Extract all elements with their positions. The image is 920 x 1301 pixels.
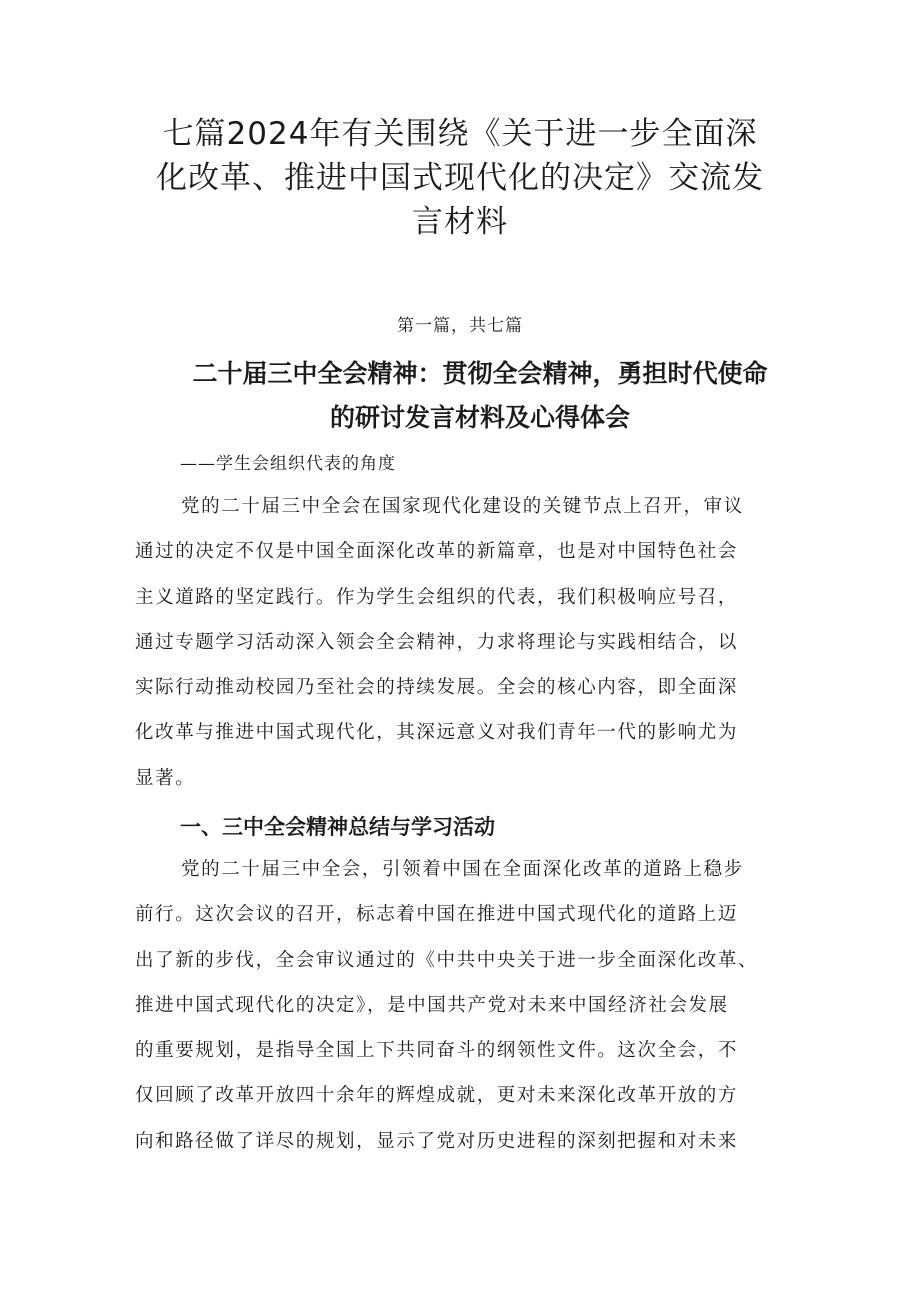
article-title (160, 352, 800, 440)
paragraph-line: 出了新的步伐，全会审议通过的《中共中央关于进一步全面深化改革、 (135, 949, 759, 971)
document-title-line: 言材料 (412, 204, 508, 240)
paragraph-line: 化改革与推进中国式现代化，其深远意义对我们青年一代的影响尤为 (135, 722, 739, 744)
paragraph-line: 主义道路的坚定践行。作为学生会组织的代表，我们积极响应号召， (135, 586, 739, 608)
paragraph-line: 党的二十届三中全会，引领着中国在全面深化改革的道路上稳步 (181, 859, 744, 880)
part-label: 第一篇，共七篇 (397, 316, 523, 336)
paragraph-line: 前行。这次会议的召开，标志着中国在推进中国式现代化的道路上迈 (135, 904, 739, 926)
document-title-line: 七篇2024年有关围绕《关于进一步全面深 (162, 116, 758, 152)
paragraph-line: 党的二十届三中全会在国家现代化建设的关键节点上召开，审议 (181, 496, 744, 517)
paragraph-line: 显著。 (135, 767, 196, 789)
paragraph-line: 通过专题学习活动深入领会全会精神，力求将理论与实践相结合，以 (135, 631, 739, 653)
body-paragraph (135, 484, 795, 801)
document-title (130, 112, 790, 244)
article-title-line: 二十届三中全会精神：贯彻全会精神，勇担时代使命 (192, 359, 768, 388)
paragraph-line: 向和路径做了详尽的规划，显示了党对历史进程的深刻把握和对未来 (135, 1130, 739, 1152)
body-paragraph (135, 847, 795, 1164)
paragraph-line: 实际行动推动校园乃至社会的持续发展。全会的核心内容，即全面深 (135, 677, 739, 699)
paragraph-line: 通过的决定不仅是中国全面深化改革的新篇章，也是对中国特色社会 (135, 541, 739, 563)
paragraph-line: 的重要规划，是指导全国上下共同奋斗的纲领性文件。这次全会，不 (135, 1040, 739, 1062)
document-title-line: 化改革、推进中国式现代化的决定》交流发 (156, 160, 764, 196)
article-subtitle: ——学生会组织代表的角度 (180, 454, 396, 474)
paragraph-line: 推进中国式现代化的决定》，是中国共产党对未来中国经济社会发展 (135, 994, 729, 1016)
article-title-line: 的研讨发言材料及心得体会 (329, 403, 630, 432)
paragraph-line: 仅回顾了改革开放四十余年的辉煌成就，更对未来深化改革开放的方 (135, 1085, 739, 1107)
section-heading: 一、三中全会精神总结与学习活动 (180, 815, 495, 839)
